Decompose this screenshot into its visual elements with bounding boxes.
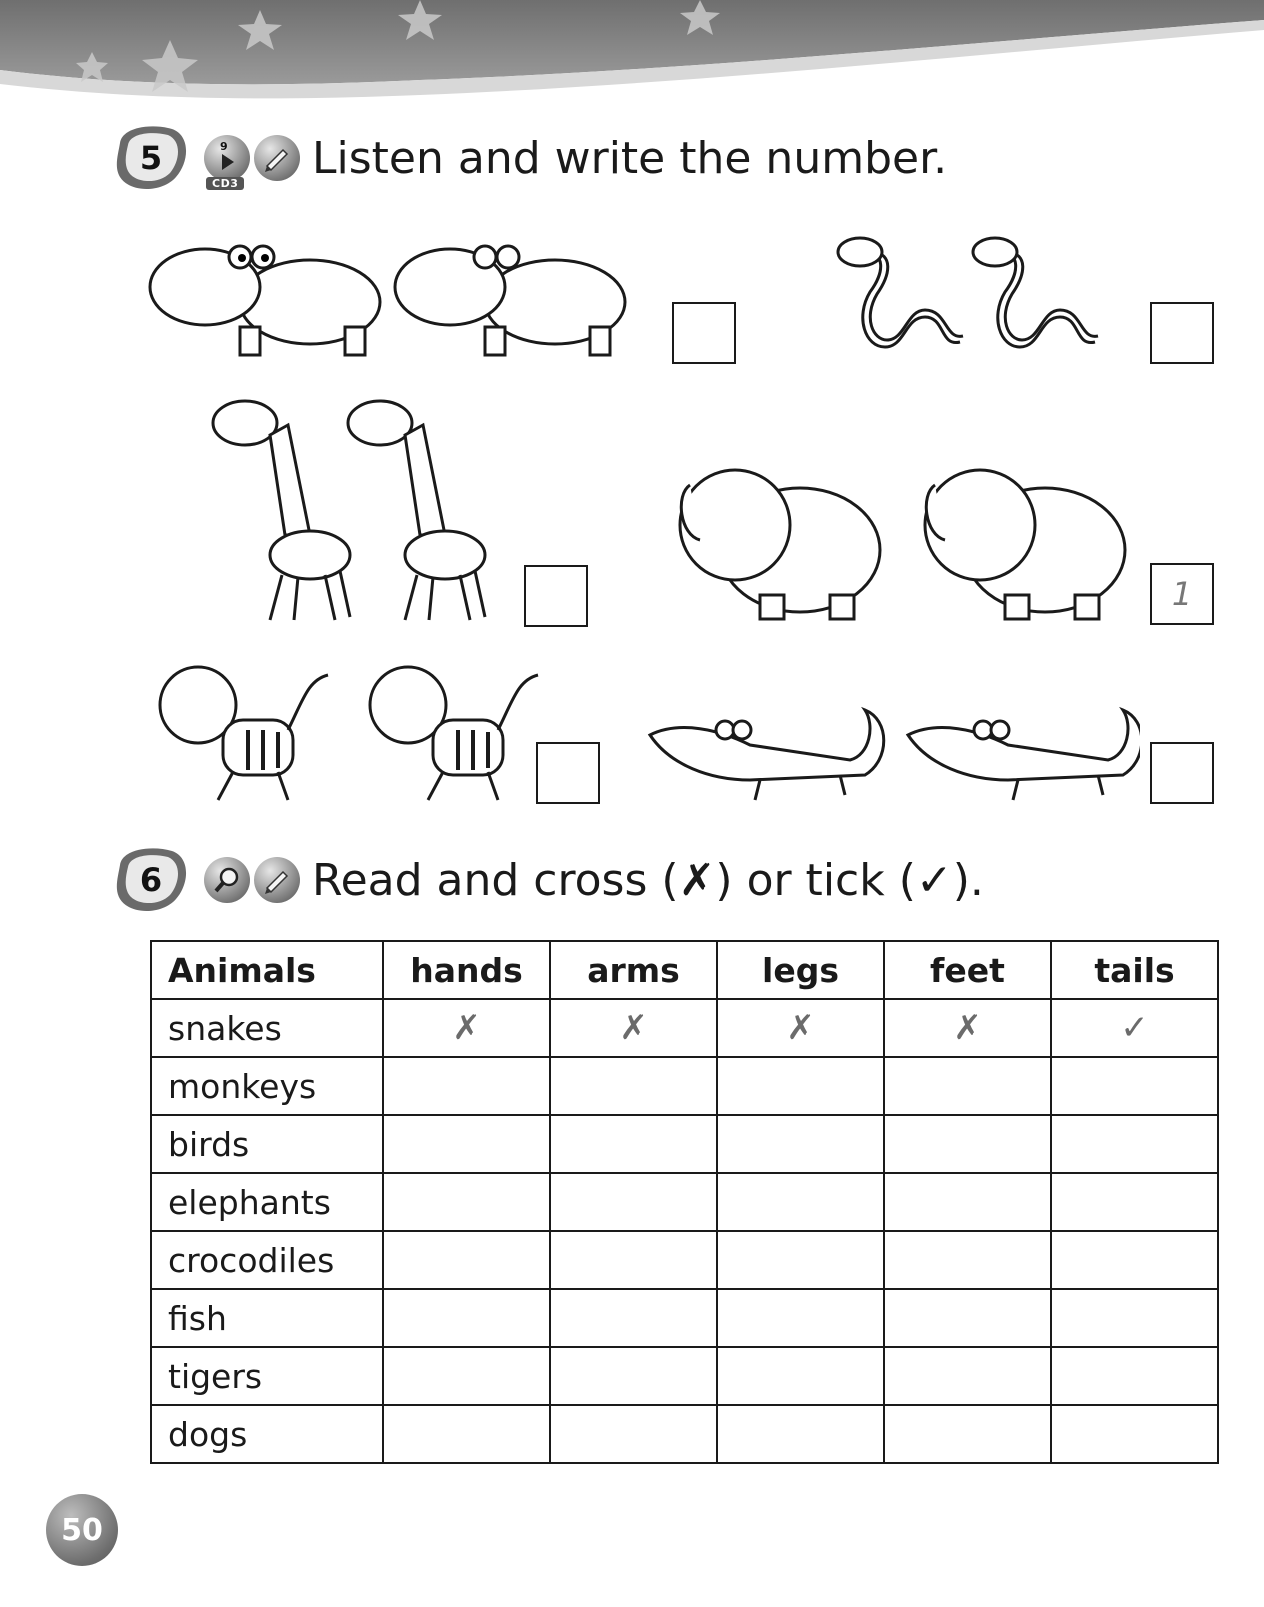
exercise-6-title: Read and cross (✗) or tick (✓). <box>312 854 984 906</box>
table-row <box>151 1405 1218 1463</box>
answer-cell[interactable] <box>383 1405 550 1463</box>
answer-cell[interactable]: ✗ <box>550 999 717 1057</box>
column-header-legs: legs <box>717 941 884 999</box>
header-banner <box>0 0 1264 110</box>
table-header-row <box>151 941 1218 999</box>
answer-cell[interactable] <box>1051 1347 1218 1405</box>
answer-box-crocodiles[interactable] <box>1150 742 1214 804</box>
answer-cell[interactable] <box>1051 1173 1218 1231</box>
answer-cell[interactable] <box>383 1347 550 1405</box>
answer-cell[interactable] <box>1051 1289 1218 1347</box>
answer-box-elephants[interactable]: 1 <box>1150 563 1214 625</box>
table-row <box>151 1173 1218 1231</box>
answer-box-snakes[interactable] <box>1150 302 1214 364</box>
answer-cell[interactable] <box>550 1115 717 1173</box>
answer-cell[interactable]: ✗ <box>717 999 884 1057</box>
column-header-arms: arms <box>550 941 717 999</box>
column-header-animals: Animals <box>151 941 383 999</box>
exercise-5-title: Listen and write the number. <box>312 132 948 184</box>
answer-cell[interactable] <box>884 1289 1051 1347</box>
answer-cell[interactable] <box>550 1347 717 1405</box>
answer-cell[interactable] <box>550 1289 717 1347</box>
column-header-hands: hands <box>383 941 550 999</box>
exercise-number-badge: 5 <box>112 123 190 193</box>
answer-cell[interactable] <box>717 1231 884 1289</box>
answer-cell[interactable] <box>884 1115 1051 1173</box>
animal-name-cell: snakes <box>151 999 383 1057</box>
answer-box-hippos[interactable] <box>672 302 736 364</box>
table-row <box>151 1347 1218 1405</box>
animal-name-cell: birds <box>151 1115 383 1173</box>
answer-cell[interactable] <box>1051 1405 1218 1463</box>
audio-play-icon[interactable] <box>204 135 250 190</box>
animal-name-cell: fish <box>151 1289 383 1347</box>
column-header-feet: feet <box>884 941 1051 999</box>
table-row <box>151 1115 1218 1173</box>
answer-cell[interactable] <box>717 1289 884 1347</box>
answer-cell[interactable] <box>1051 1115 1218 1173</box>
pencil-icon <box>254 857 300 903</box>
exercise-5-heading <box>112 118 947 198</box>
answer-cell[interactable] <box>550 1173 717 1231</box>
answer-cell[interactable] <box>717 1405 884 1463</box>
answer-cell[interactable] <box>383 1173 550 1231</box>
answer-cell[interactable] <box>884 1347 1051 1405</box>
animal-name-cell: tigers <box>151 1347 383 1405</box>
answer-cell[interactable] <box>550 1231 717 1289</box>
exercise-number-badge: 6 <box>112 845 190 915</box>
answer-cell[interactable] <box>550 1057 717 1115</box>
table-row <box>151 1289 1218 1347</box>
table-row <box>151 999 1218 1057</box>
animal-name-cell: elephants <box>151 1173 383 1231</box>
column-header-tails: tails <box>1051 941 1218 999</box>
crocodile-illustration <box>640 700 1140 810</box>
animal-name-cell: dogs <box>151 1405 383 1463</box>
snake-illustration <box>825 232 1125 362</box>
giraffe-illustration <box>210 385 510 630</box>
track-number: 9 <box>220 140 228 153</box>
answer-cell[interactable] <box>383 1231 550 1289</box>
answer-cell[interactable] <box>717 1347 884 1405</box>
pencil-icon <box>254 135 300 181</box>
answer-box-tigers[interactable] <box>536 742 600 804</box>
table-row <box>151 1057 1218 1115</box>
cd-label: CD3 <box>206 177 244 190</box>
answer-cell[interactable] <box>717 1057 884 1115</box>
answer-box-giraffes[interactable] <box>524 565 588 627</box>
answer-cell[interactable] <box>884 1405 1051 1463</box>
answer-cell[interactable] <box>383 1289 550 1347</box>
answer-cell[interactable] <box>1051 1231 1218 1289</box>
answer-cell[interactable] <box>550 1405 717 1463</box>
animal-name-cell: monkeys <box>151 1057 383 1115</box>
answer-cell[interactable] <box>717 1115 884 1173</box>
tiger-illustration <box>128 660 548 810</box>
animals-table <box>150 940 1219 1464</box>
table-row <box>151 1231 1218 1289</box>
animal-name-cell: crocodiles <box>151 1231 383 1289</box>
answer-cell[interactable] <box>884 1057 1051 1115</box>
answer-cell[interactable] <box>884 1173 1051 1231</box>
answer-cell[interactable] <box>717 1173 884 1231</box>
answer-cell[interactable]: ✗ <box>884 999 1051 1057</box>
answer-cell[interactable]: ✗ <box>383 999 550 1057</box>
elephant-illustration <box>640 455 1130 630</box>
magnifier-icon <box>204 857 250 903</box>
answer-cell[interactable] <box>1051 1057 1218 1115</box>
answer-cell[interactable] <box>383 1057 550 1115</box>
answer-cell[interactable] <box>383 1115 550 1173</box>
exercise-6-heading <box>112 840 984 920</box>
page-number: 50 <box>46 1494 118 1566</box>
answer-cell[interactable] <box>884 1231 1051 1289</box>
answer-cell[interactable]: ✓ <box>1051 999 1218 1057</box>
hippo-illustration <box>145 232 645 362</box>
